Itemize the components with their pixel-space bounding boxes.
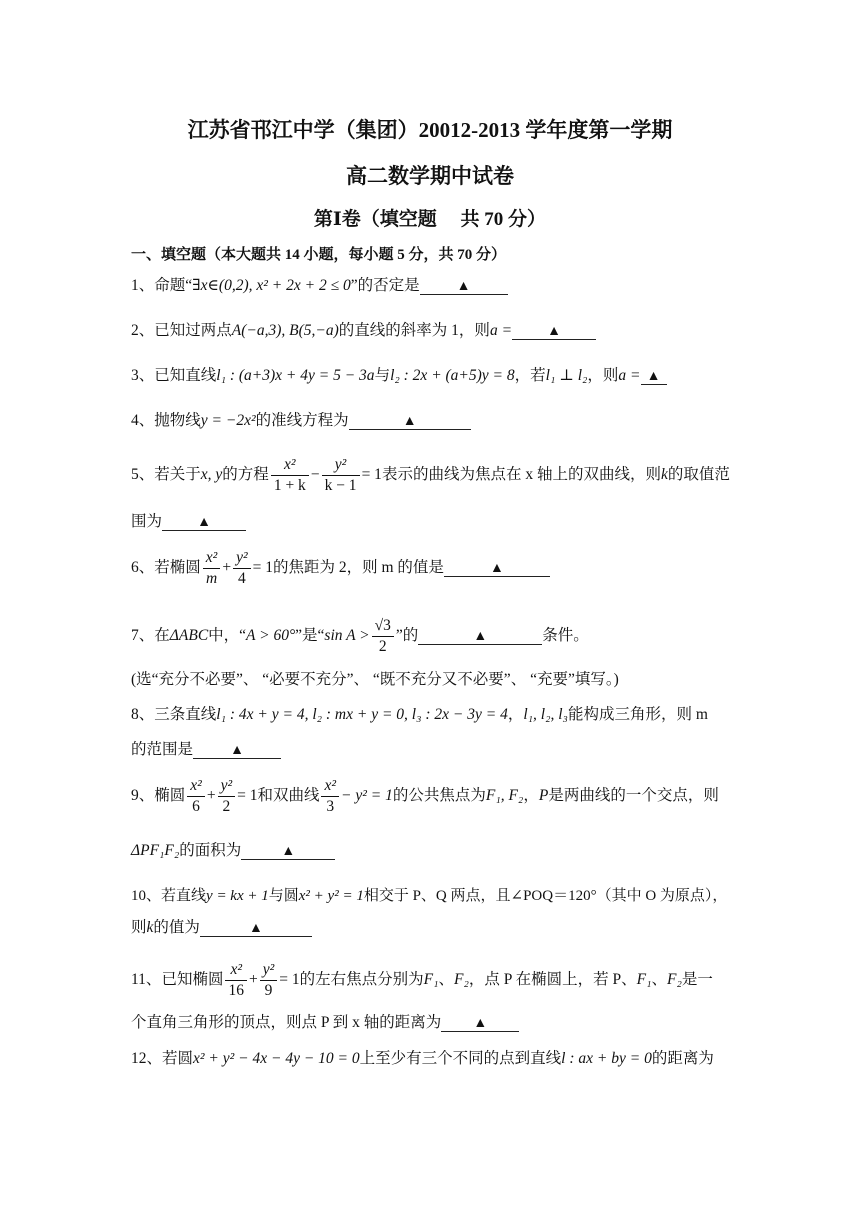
- math-expression: = 1: [279, 971, 300, 989]
- fraction: [260, 960, 278, 1001]
- text: 三条直线: [154, 706, 217, 723]
- math-expression: F₁, F₂: [485, 787, 524, 805]
- math-expression: y = kx + 1: [206, 888, 269, 904]
- numerator: x²: [271, 455, 309, 476]
- math-expression: l₁ : 4x + y = 4, l₂ : mx + y = 0, l₃ : 2x − 3y = 4: [216, 706, 508, 723]
- answer-blank[interactable]: [193, 740, 281, 759]
- question-number: 4、: [131, 412, 155, 429]
- answer-blank[interactable]: [349, 411, 471, 430]
- text: 和双曲线: [257, 787, 320, 805]
- text: 与圆: [268, 888, 299, 904]
- operator: +: [206, 787, 216, 805]
- answer-marker: ▲: [547, 324, 561, 339]
- fraction: [322, 455, 360, 496]
- text: 若圆: [162, 1050, 194, 1067]
- fraction: [203, 548, 221, 589]
- math-expression: k: [660, 466, 668, 484]
- math-expression: A(−a,3), B(5,−a): [231, 322, 339, 339]
- math-expression: F₂: [454, 971, 469, 989]
- question-11: [131, 960, 713, 1001]
- answer-marker: ▲: [281, 844, 296, 859]
- math-expression: l₁ ⊥ l₂: [545, 367, 588, 384]
- question-8-line-2: [131, 740, 281, 760]
- text: 的取值范: [667, 466, 730, 484]
- numerator: x²: [225, 960, 247, 981]
- fraction: [218, 776, 236, 817]
- denominator: 2: [378, 638, 387, 655]
- math-expression: ∃x∈(0,2), x² + 2x + 2 ≤ 0: [192, 277, 351, 294]
- question-number: 11、: [131, 971, 162, 989]
- math-expression: l₁, l₂, l₃: [523, 706, 568, 723]
- fraction: [271, 455, 309, 496]
- text: ”的: [395, 627, 419, 645]
- text: 的距离为: [651, 1050, 714, 1067]
- text: 表示的曲线为焦点在 x 轴上的双曲线，则: [381, 466, 661, 484]
- text: 已知椭圆: [161, 971, 224, 989]
- answer-marker: ▲: [489, 561, 504, 577]
- text: 抛物线: [154, 412, 201, 429]
- text: ，: [523, 787, 539, 805]
- text: 中，“: [208, 627, 247, 645]
- part-heading: 第Ⅰ卷（填空题 共 70 分）: [313, 209, 547, 230]
- denominator: 1 + k: [273, 477, 306, 494]
- answer-blank[interactable]: [441, 1013, 519, 1032]
- text: 椭圆: [154, 787, 186, 805]
- denominator: 3: [326, 798, 335, 815]
- text: ”的否定是: [350, 277, 420, 294]
- text: ，: [507, 706, 524, 723]
- answer-marker: ▲: [248, 921, 263, 936]
- answer-marker: ▲: [456, 279, 471, 294]
- denominator: 2: [222, 798, 231, 815]
- denominator: m: [205, 570, 218, 587]
- exam-subtitle: 高二数学期中试卷: [346, 164, 514, 188]
- answer-blank[interactable]: [162, 512, 246, 531]
- question-number: 5、: [131, 466, 155, 484]
- answer-marker: ▲: [473, 629, 488, 645]
- answer-blank[interactable]: [512, 321, 596, 340]
- denominator: 9: [264, 982, 273, 999]
- question-3: [131, 366, 667, 386]
- answer-blank[interactable]: [241, 841, 335, 860]
- answer-marker: ▲: [473, 1016, 488, 1031]
- math-expression: l₁ : (a+3)x + 4y = 5 − 3a: [216, 367, 375, 384]
- math-expression: ΔPF₁F₂: [131, 842, 180, 859]
- answer-blank[interactable]: [420, 276, 508, 295]
- denominator: 4: [237, 570, 246, 587]
- operator: +: [248, 971, 258, 989]
- numerator: x²: [321, 776, 339, 797]
- fraction: [187, 776, 205, 817]
- text: 若直线: [161, 888, 207, 904]
- math-expression: = 1: [252, 559, 273, 577]
- question-11-line-2: [131, 1013, 519, 1033]
- math-expression: x² + y² = 1: [298, 888, 364, 904]
- text: 则: [131, 919, 147, 936]
- answer-blank[interactable]: [641, 366, 667, 385]
- question-number: 12、: [131, 1050, 163, 1067]
- answer-marker: ▲: [197, 515, 211, 530]
- question-2: [131, 321, 596, 341]
- math-expression: y = −2x²: [200, 412, 256, 429]
- text: 上至少有三个不同的点到直线: [359, 1050, 562, 1067]
- text: 的直线的斜率为 1，则: [338, 322, 490, 339]
- text: 围为: [131, 513, 163, 530]
- question-10-line-2: [131, 918, 312, 938]
- denominator: 6: [192, 798, 200, 815]
- question-5: [131, 455, 730, 496]
- fraction: [372, 616, 394, 657]
- text: 已知直线: [154, 367, 217, 384]
- text: 的公共焦点为: [392, 787, 486, 805]
- answer-blank[interactable]: [200, 918, 312, 937]
- math-expression: x² + y² − 4x − 4y − 10 = 0: [193, 1050, 360, 1067]
- fraction: [225, 960, 247, 1001]
- denominator: 16: [228, 982, 244, 999]
- text: 是一: [681, 971, 713, 989]
- text: 已知过两点: [154, 322, 232, 339]
- question-7: [131, 616, 589, 657]
- text: ，若: [514, 367, 546, 384]
- text: 相交于 P、Q 两点，且∠POQ＝120°（其中 O 为原点），: [363, 888, 728, 904]
- text: 的焦距为 2，则 m 的值是: [272, 559, 444, 577]
- answer-marker: ▲: [646, 369, 661, 384]
- text: 能构成三角形，则 m: [567, 706, 708, 723]
- text: 若椭圆: [154, 559, 201, 577]
- question-8: [131, 705, 708, 725]
- text: 的准线方程为: [255, 412, 349, 429]
- math-expression: k: [146, 919, 154, 936]
- operator: −: [310, 466, 320, 484]
- question-5-line-2: [131, 512, 246, 532]
- question-number: 1、: [131, 277, 155, 294]
- math-expression: x, y: [200, 466, 223, 484]
- question-6: [131, 548, 550, 589]
- math-expression: a =: [618, 367, 641, 384]
- math-expression: F₁: [636, 971, 652, 989]
- answer-marker: ▲: [402, 414, 417, 429]
- text: ，点 P 在椭圆上，若 P、: [468, 971, 637, 989]
- text: 、: [438, 971, 454, 989]
- text: 的方程: [222, 466, 269, 484]
- question-number: 7、: [131, 627, 155, 645]
- text: 的值为: [153, 919, 200, 936]
- text: 的范围是: [131, 741, 194, 758]
- question-10: [131, 886, 727, 906]
- numerator: y²: [218, 776, 236, 797]
- question-number: 6、: [131, 559, 155, 577]
- numerator: y²: [260, 960, 278, 981]
- fraction: [321, 776, 339, 817]
- numerator: √3: [372, 616, 394, 637]
- text: ，则: [587, 367, 619, 384]
- text: 命题“: [154, 277, 193, 294]
- math-expression: F₁: [423, 971, 439, 989]
- denominator: k − 1: [324, 477, 357, 494]
- text: 的面积为: [179, 842, 242, 859]
- answer-blank[interactable]: [418, 626, 542, 645]
- answer-blank[interactable]: [444, 558, 550, 577]
- question-number: 3、: [131, 367, 155, 384]
- math-expression: = 1: [361, 466, 382, 484]
- text: 的左右焦点分别为: [299, 971, 424, 989]
- math-expression: P: [538, 787, 549, 805]
- question-number: 8、: [131, 706, 155, 723]
- question-4: [131, 411, 471, 431]
- operator: +: [222, 559, 232, 577]
- text: 条件。: [542, 627, 589, 645]
- math-expression: l₂ : 2x + (a+5)y = 8: [390, 367, 515, 384]
- math-expression: = 1: [237, 787, 258, 805]
- text: 、: [651, 971, 668, 989]
- text: 若关于: [154, 466, 201, 484]
- math-expression: ΔABC: [169, 627, 209, 645]
- math-expression: l : ax + by = 0: [561, 1050, 652, 1067]
- math-expression: − y² = 1: [341, 787, 393, 805]
- question-number: 2、: [131, 322, 155, 339]
- exam-title: 江苏省邗江中学（集团）20012-2013 学年度第一学期: [187, 118, 673, 142]
- section-heading: 一、填空题（本大题共 14 小题，每小题 5 分，共 70 分）: [131, 247, 507, 263]
- numerator: y²: [233, 548, 251, 569]
- answer-marker: ▲: [230, 743, 244, 758]
- question-9: [131, 776, 719, 817]
- text: ”是“: [295, 627, 325, 645]
- math-expression: F₂: [667, 971, 682, 989]
- question-number: 9、: [131, 787, 155, 805]
- math-expression: a =: [489, 322, 513, 339]
- question-number: 10、: [131, 888, 162, 904]
- math-expression: A > 60°: [246, 627, 296, 645]
- numerator: x²: [203, 548, 221, 569]
- fraction: [233, 548, 251, 589]
- numerator: y²: [322, 455, 360, 476]
- question-1: [131, 276, 508, 296]
- text: 在: [154, 627, 170, 645]
- text: 与: [374, 367, 391, 384]
- question-12: [131, 1049, 714, 1069]
- question-9-line-2: [131, 841, 335, 861]
- text: 个直角三角形的顶点，则点 P 到 x 轴的距离为: [131, 1014, 442, 1031]
- question-7-note: (选“充分不必要”、 “必要不充分”、 “既不充分又不必要”、 “充要”填写。): [131, 671, 619, 688]
- math-expression: sin A >: [324, 627, 370, 645]
- text: 是两曲线的一个交点，则: [548, 787, 719, 805]
- numerator: x²: [187, 776, 205, 797]
